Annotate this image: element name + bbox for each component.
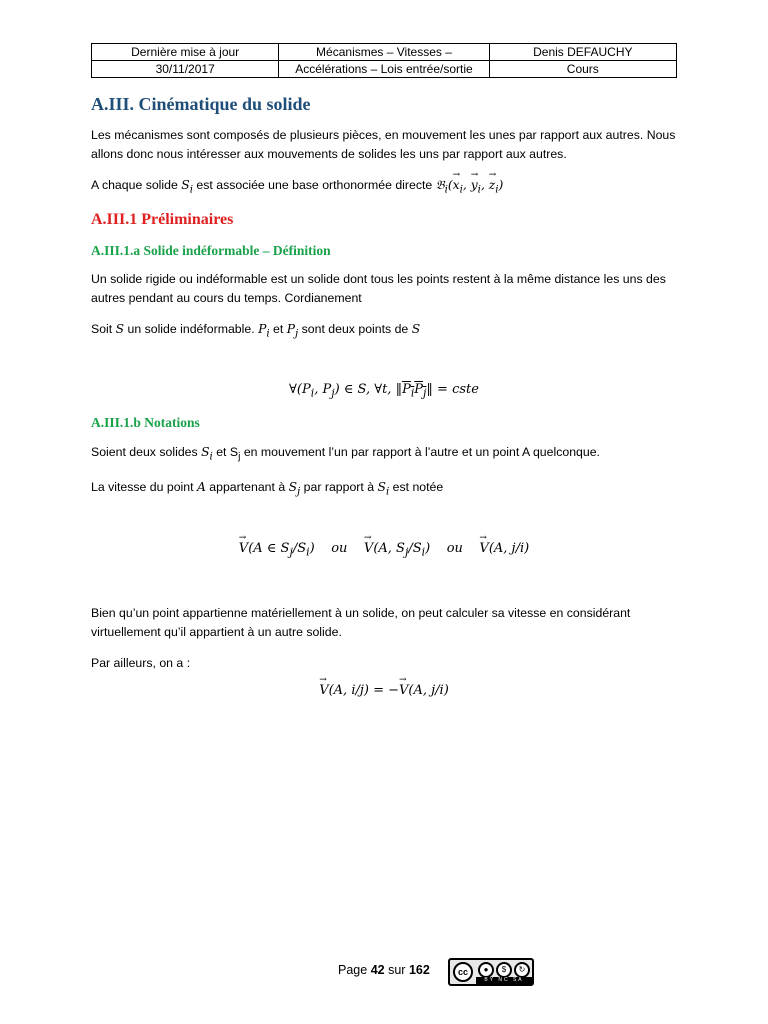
- subsubsection-b-title: A.III.1.b Notations: [91, 414, 200, 430]
- noncommercial-icon: $: [496, 962, 512, 978]
- points-paragraph: Soit S un solide indéformable. $P_i$ et $P_j$ sont deux points de S: [91, 322, 421, 340]
- math-si: $S_i$: [181, 178, 193, 196]
- page-content: [91, 92, 677, 700]
- equation-velocity-notation: → V(A ∈ $S_j/S_i$) ou → V(A, $S_j/S_i$) ou → V(A, j/i): [91, 539, 677, 562]
- author-name: Denis DEFAUCHY: [489, 44, 676, 61]
- base-paragraph: A chaque solide $S_i$ est associée une base orthonormée directe 𝔅$_i$(→ $x_i$, → $y_i$, → $z_i$): [91, 176, 677, 199]
- last-update-date: 30/11/2017: [92, 61, 279, 78]
- sharealike-icon: ↻: [514, 962, 530, 978]
- equation-velocity-inverse: → V(A, i/j) = −→ V(A, j/i): [91, 681, 677, 700]
- page-number: Page 42 sur 162: [338, 963, 430, 977]
- virtual-paragraph: Bien qu’un point appartienne matériellement à un solide, on peut calculer sa vitesse en considérant virtuellement qu’il appartient à un autre solide.: [91, 606, 631, 639]
- attribution-icon: ●: [478, 962, 494, 978]
- header-table: [91, 43, 677, 78]
- rigid-definition-paragraph: Un solide rigide ou indéformable est un solide dont tous les points restent à la même distance les uns des autres pendant au cours du temps. Cordianement: [91, 272, 666, 306]
- equation-rigid: $\forall(P_i$, $P_j$) ∈ S, ∀t, $‖P_iP_j‖$ = cste: [289, 381, 479, 400]
- doc-title-line2: Accélérations – Lois entrée/sortie: [279, 61, 489, 78]
- subsubsection-a-title: A.III.1.a Solide indéformable – Définition: [91, 243, 331, 259]
- doc-type: Cours: [489, 61, 676, 78]
- intro-paragraph: Les mécanismes sont composés de plusieurs pièces, en mouvement les unes par rapport aux autres. Nous allons donc nous intéresser aux mouvements de solides les uns par rapport aux autres.: [91, 128, 676, 161]
- notations-paragraph-1: Soient deux solides $S_i$ et $S_j$ en mouvement l’un par rapport à l’autre et un point A quelconque.: [91, 444, 600, 462]
- math-base: 𝔅$_i$(→ $x_i$, → $y_i$, → $z_i$): [436, 178, 504, 192]
- notations-paragraph-2: La vitesse du point A appartenant à $S_j$ par rapport à $S_i$ est notée: [91, 479, 444, 498]
- cc-logo-icon: cc: [453, 962, 473, 982]
- subsection-title: A.III.1 Préliminaires: [91, 211, 234, 229]
- creative-commons-badge: [448, 958, 534, 986]
- moreover-paragraph: Par ailleurs, on a :: [91, 656, 191, 670]
- doc-title-line1: Mécanismes – Vitesses –: [279, 44, 489, 61]
- cc-labels: BY NC SA: [476, 977, 532, 984]
- section-title: A.III. Cinématique du solide: [91, 94, 311, 114]
- last-update-label: Dernière mise à jour: [92, 44, 279, 61]
